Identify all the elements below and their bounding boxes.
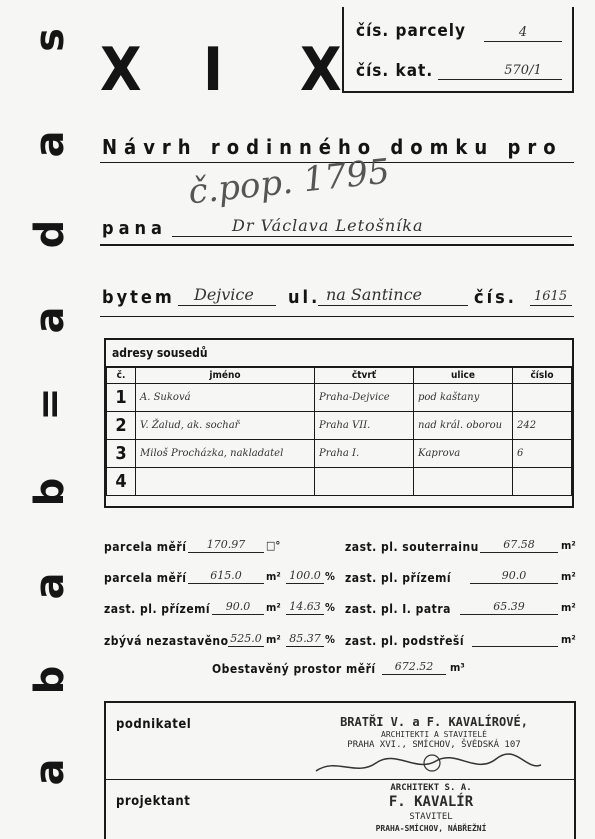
residence-place: Dejvice	[194, 285, 254, 304]
neighbours-table	[104, 338, 574, 508]
area-label: zast. pl. podstřeší	[345, 634, 465, 648]
neighbour-street: nad král. oborou	[414, 412, 513, 440]
neighbour-street	[414, 468, 513, 496]
residence-number: 1615	[534, 289, 568, 304]
neighbour-number: 242	[513, 412, 572, 440]
area-percent: 100.0	[286, 569, 324, 584]
owner-label: pana	[102, 218, 167, 239]
area-value: 65.39	[460, 600, 558, 615]
area-value: 90.0	[470, 569, 558, 584]
stamp-letter: a	[27, 306, 73, 334]
stamp-letter: b	[27, 477, 73, 507]
row-number: 3	[107, 440, 136, 468]
neighbour-name: A. Suková	[136, 384, 315, 412]
table-row	[107, 440, 572, 468]
table-header	[107, 368, 572, 384]
volume-unit: m³	[450, 661, 465, 674]
designer-stamp-line: PRAHA-SMÍCHOV, NÁBŘEŽNÍ	[375, 824, 487, 833]
contractor-stamp-line: BRATŘI V. a F. KAVALÍROVÉ,	[340, 715, 528, 729]
area-percent: 85.37	[286, 632, 324, 647]
cadastre-value: 570/1	[504, 63, 542, 78]
area-label: zbývá nezastavěno	[104, 634, 229, 648]
residence-label: bytem	[102, 287, 175, 308]
page-title: Návrh rodinného domku pro	[102, 135, 563, 159]
street-label: ul.	[288, 287, 321, 308]
col-header: čtvrť	[315, 368, 414, 384]
stamp-letter: a	[27, 572, 73, 600]
number-label: čís.	[474, 287, 517, 308]
area-value: 67.58	[480, 538, 558, 553]
area-value	[472, 632, 558, 647]
parcel-label: čís. parcely	[356, 21, 466, 41]
handwritten-note: č.pop. 1795	[186, 151, 392, 213]
percent-unit: %	[325, 633, 335, 646]
neighbour-number	[513, 384, 572, 412]
designer-stamp-line: ARCHITEKT S. A.	[390, 783, 472, 793]
area-value: 525.0	[228, 632, 264, 647]
neighbour-name: V. Žalud, ak. sochař	[136, 412, 315, 440]
area-value: 90.0	[212, 600, 264, 615]
col-header: č.	[107, 368, 136, 384]
area-label: zast. pl. souterrainu	[345, 540, 479, 554]
volume-value: 672.52	[382, 660, 446, 675]
area-label: parcela měří	[104, 540, 187, 554]
neighbour-name: Miloš Procházka, nakladatel	[136, 440, 315, 468]
area-label: zast. pl. I. patra	[345, 602, 451, 616]
neighbour-district	[315, 468, 414, 496]
col-header: číslo	[513, 368, 572, 384]
percent-unit: %	[325, 570, 335, 583]
residence-street: na Santince	[326, 285, 423, 304]
owner-value: Dr Václava Letošníka	[232, 216, 424, 235]
table-row	[107, 384, 572, 412]
area-label: zast. pl. přízemí	[345, 571, 452, 585]
neighbour-number: 6	[513, 440, 572, 468]
volume-label: Obestavěný prostor měří	[212, 662, 376, 676]
cadastre-label: čís. kat.	[356, 61, 434, 81]
parcel-box	[342, 7, 574, 93]
neighbour-street: pod kaštany	[414, 384, 513, 412]
roman-numeral-letter: X	[100, 35, 142, 105]
parcel-value: 4	[518, 25, 528, 40]
area-value: 615.0	[188, 569, 264, 584]
designer-stamp-line: F. KAVALÍR	[388, 794, 474, 810]
designer-label: projektant	[116, 794, 191, 809]
area-percent: 14.63	[286, 600, 324, 615]
row-number: 2	[107, 412, 136, 440]
neighbour-district: Praha I.	[315, 440, 414, 468]
signature-box	[104, 701, 576, 839]
area-unit: m²	[266, 601, 281, 614]
stamp-letter: b	[27, 665, 73, 695]
area-unit: m²	[266, 570, 281, 583]
area-unit: m²	[561, 539, 576, 552]
contractor-stamp-line: PRAHA XVI., SMÍCHOV, ŠVÉDSKÁ 107	[347, 740, 521, 750]
contractor-signature	[306, 749, 546, 781]
percent-unit: %	[325, 601, 335, 614]
area-unit: m²	[561, 633, 576, 646]
neighbours-title: adresy sousedů	[106, 340, 572, 367]
stamp-letter: s	[27, 28, 73, 52]
area-label: zast. pl. přízemí	[104, 602, 211, 616]
row-number: 1	[107, 384, 136, 412]
neighbour-district: Praha-Dejvice	[315, 384, 414, 412]
stamp-letter: =	[27, 387, 73, 421]
contractor-stamp-line: ARCHITEKTI A STAVITELÉ	[381, 730, 487, 739]
roman-numeral-letter: I	[203, 35, 224, 105]
col-header: jméno	[136, 368, 315, 384]
area-value: 170.97	[188, 538, 264, 553]
area-unit: m²	[561, 570, 576, 583]
area-label: parcela měří	[104, 571, 187, 585]
neighbour-number	[513, 468, 572, 496]
area-unit: m²	[266, 633, 281, 646]
designer-stamp-line: STAVITEL	[409, 812, 453, 822]
stamp-letter: d	[27, 219, 73, 249]
stamp-letter: a	[27, 758, 73, 786]
table-row	[107, 412, 572, 440]
roman-numeral-letter: X	[300, 35, 342, 105]
area-unit: m²	[561, 601, 576, 614]
neighbour-name	[136, 468, 315, 496]
stamp-letter: a	[27, 130, 73, 158]
contractor-label: podnikatel	[116, 717, 192, 732]
area-unit: □°	[266, 539, 281, 552]
neighbour-district: Praha VII.	[315, 412, 414, 440]
table-row	[107, 468, 572, 496]
col-header: ulice	[414, 368, 513, 384]
row-number: 4	[107, 468, 136, 496]
neighbour-street: Kaprova	[414, 440, 513, 468]
